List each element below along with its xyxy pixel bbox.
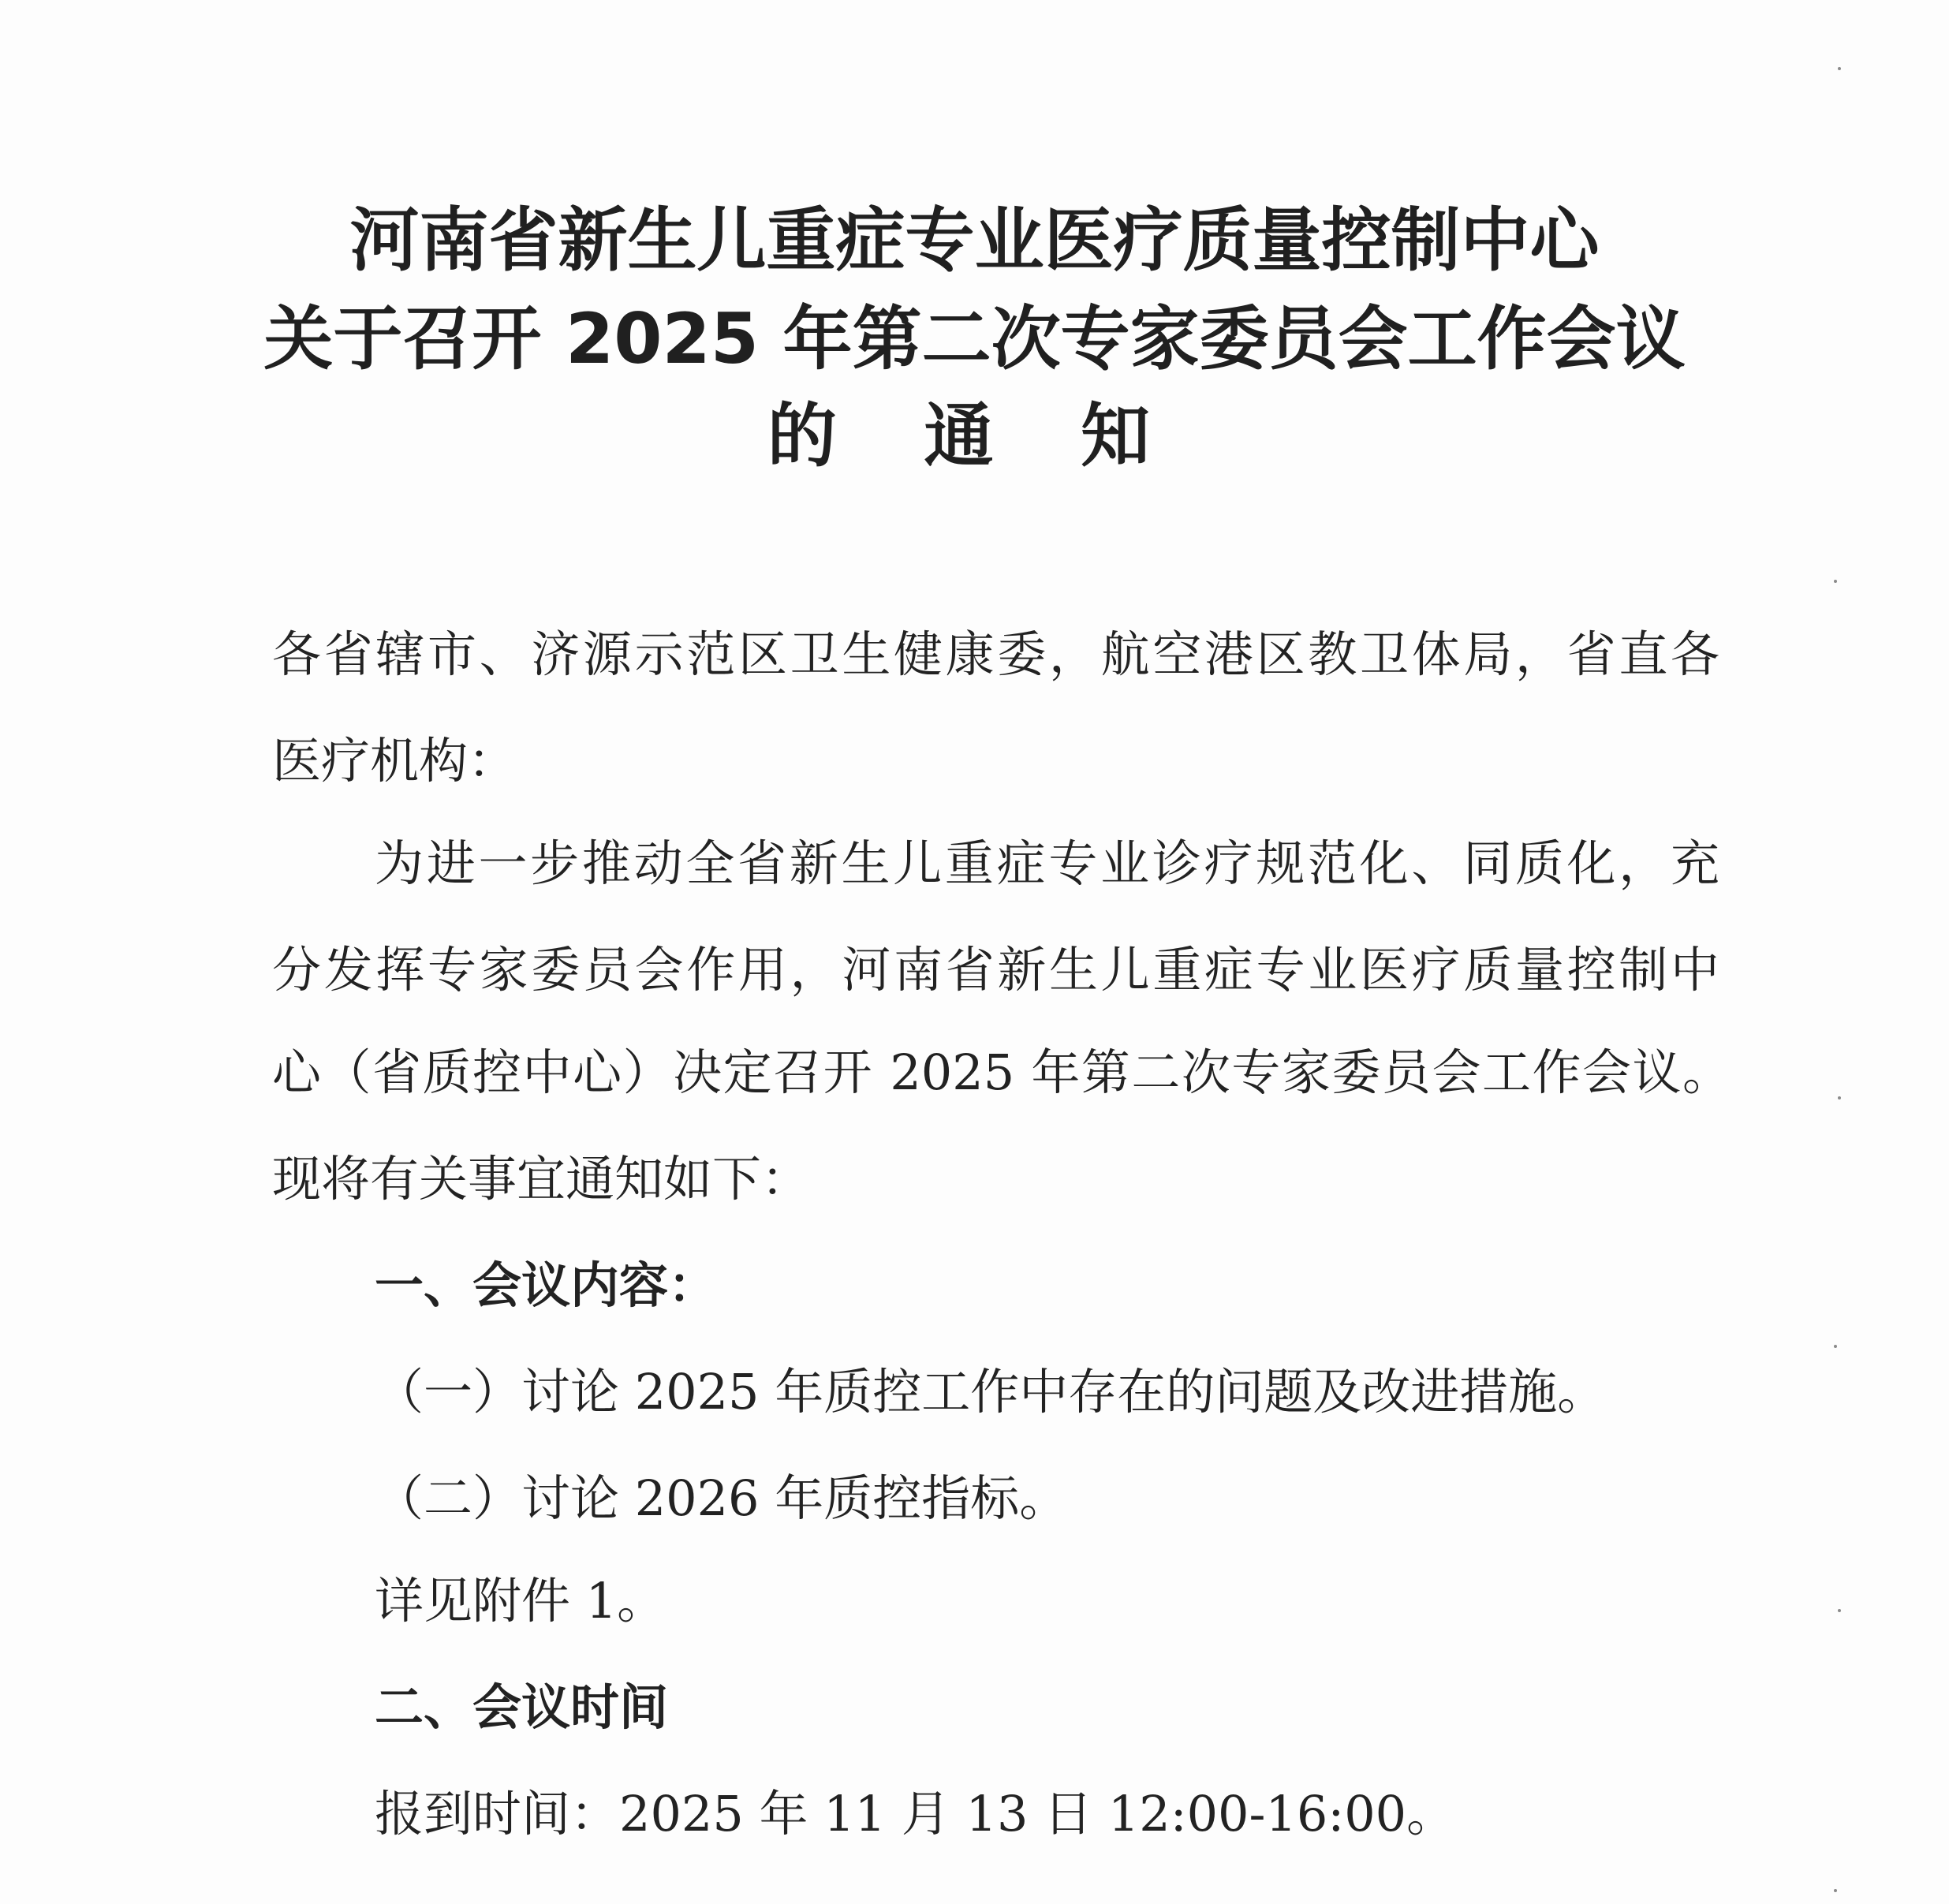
scan-speck: [1834, 580, 1837, 583]
addressee-line-2: 医疗机构：: [272, 732, 517, 790]
intro-line-1: 为进一步推动全省新生儿重症专业诊疗规范化、同质化，充: [375, 834, 1719, 892]
intro-line-4: 现将有关事宜通知如下：: [272, 1150, 811, 1208]
section-1-heading: 一、会议内容：: [375, 1256, 718, 1314]
scan-speck: [1838, 1096, 1841, 1099]
title-line-1: 河南省新生儿重症专业医疗质量控制中心: [349, 200, 1600, 281]
section-1-item-2: （二）讨论 2026 年质控指标。: [375, 1469, 1069, 1527]
section-1-item-1: （一）讨论 2025 年质控工作中存在的问题及改进措施。: [375, 1363, 1607, 1421]
title-line-3: 的 通 知: [767, 395, 1182, 476]
scan-speck: [1834, 1345, 1837, 1348]
section-1-note: 详见附件 1。: [375, 1572, 666, 1630]
addressee-line-1: 各省辖市、济源示范区卫生健康委，航空港区教卫体局，省直各: [272, 625, 1719, 683]
intro-line-3: 心（省质控中心）决定召开 2025 年第二次专家委员会工作会议。: [272, 1043, 1731, 1101]
scan-speck: [1838, 67, 1841, 70]
title-line-2: 关于召开 2025 年第二次专家委员会工作会议: [263, 298, 1686, 379]
scan-speck: [1834, 1889, 1837, 1892]
section-2-checkin: 报到时间：2025 年 11 月 13 日 12:00-16:00。: [375, 1785, 1456, 1842]
section-2-heading: 二、会议时间: [375, 1678, 669, 1736]
intro-line-2: 分发挥专家委员会作用，河南省新生儿重症专业医疗质量控制中: [272, 941, 1719, 999]
scan-speck: [1838, 1609, 1841, 1612]
